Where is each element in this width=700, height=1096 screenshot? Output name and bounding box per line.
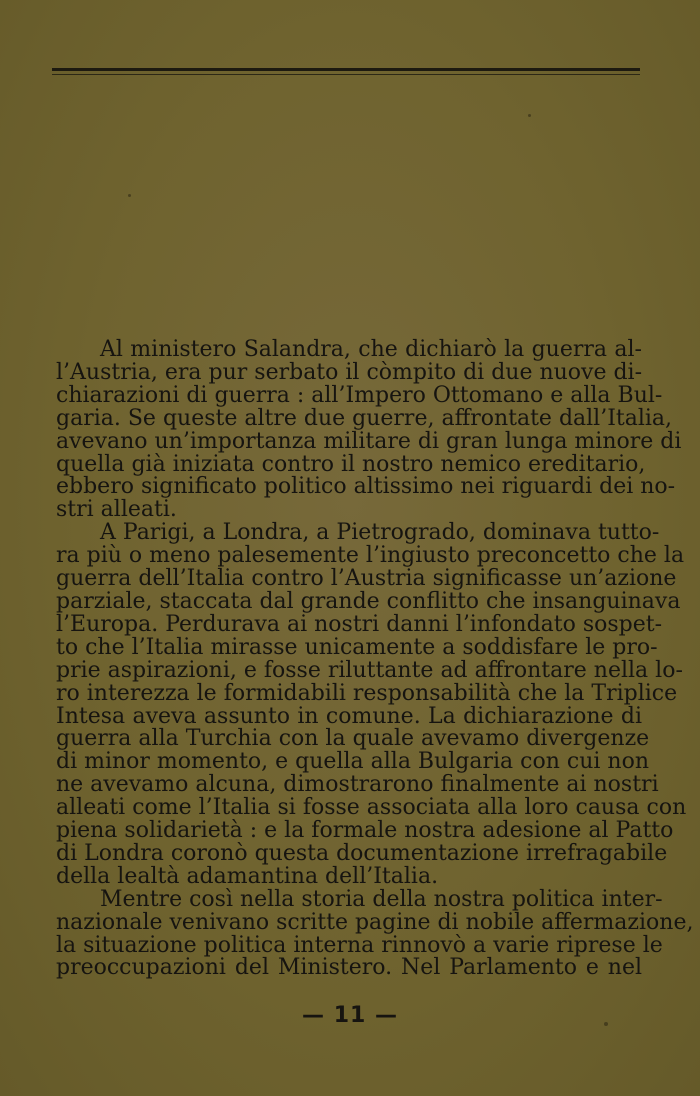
text-line: piena solidarietà : e la formale nostra adesione al Patto	[56, 818, 674, 844]
text-line: ra più o meno palesemente l’ingiusto preconcetto che la	[56, 543, 685, 569]
text-line: guerra alla Turchia con la quale avevamo divergenze	[56, 726, 650, 752]
paper-speck	[128, 194, 131, 197]
text-line: guerra dell’Italia contro l’Austria significasse un’azione	[56, 566, 677, 592]
text-line: parziale, staccata dal grande conflitto che insanguinava	[56, 588, 681, 614]
text-line: di Londra coronò questa documentazione irrefragabile	[56, 840, 668, 866]
text-line: di minor momento, e quella alla Bulgaria con cui non	[56, 749, 649, 775]
text-line: della lealtà adamantina dell’Italia.	[56, 863, 439, 889]
text-line: stri alleati.	[56, 497, 177, 523]
text-line: garia. Se queste altre due guerre, affrontate dall’Italia,	[56, 405, 673, 431]
text-line: Intesa aveva assunto in comune. La dichiarazione di	[56, 703, 642, 729]
header-rule-thin	[52, 74, 640, 75]
text-line: quella già iniziata contro il nostro nemico ereditario,	[56, 451, 646, 477]
text-line: la situazione politica interna rinnovò a varie riprese le	[56, 932, 663, 958]
text-line: Mentre così nella storia della nostra politica inter-	[100, 886, 663, 912]
text-line: avevano un’importanza militare di gran lunga minore di	[56, 428, 682, 454]
body-text	[56, 337, 694, 981]
text-line: chiarazioni di guerra : all’Impero Ottomano e alla Bul-	[56, 382, 663, 408]
text-line: nazionale venivano scritte pagine di nobile affermazione,	[56, 909, 694, 935]
text-line: l’Europa. Perdurava ai nostri danni l’infondato sospet-	[56, 611, 663, 637]
text-line: preoccupazioni del Ministero. Nel Parlamento e nel	[56, 955, 642, 981]
text-line: prie aspirazioni, e fosse riluttante ad affrontare nella lo-	[56, 657, 683, 683]
text-line: ne avevamo alcuna, dimostrarono finalmente ai nostri	[56, 772, 659, 798]
text-line: to che l’Italia mirasse unicamente a soddisfare le pro-	[56, 634, 658, 660]
text-line: A Parigi, a Londra, a Pietrogrado, dominava tutto-	[100, 520, 660, 546]
paper-speck	[604, 1022, 608, 1026]
text-line: alleati come l’Italia si fosse associata alla loro causa con	[56, 795, 687, 821]
text-line: Al ministero Salandra, che dichiarò la guerra al-	[100, 337, 642, 362]
text-line: ebbero significato politico altissimo nei riguardi dei no-	[56, 474, 676, 500]
header-rule	[52, 68, 640, 71]
page-number: — 11 —	[302, 1003, 398, 1028]
paper-speck	[528, 114, 531, 117]
text-line: l’Austria, era pur serbato il còmpito di due nuove di-	[56, 359, 643, 385]
text-line: ro interezza le formidabili responsabilità che la Triplice	[56, 680, 678, 706]
